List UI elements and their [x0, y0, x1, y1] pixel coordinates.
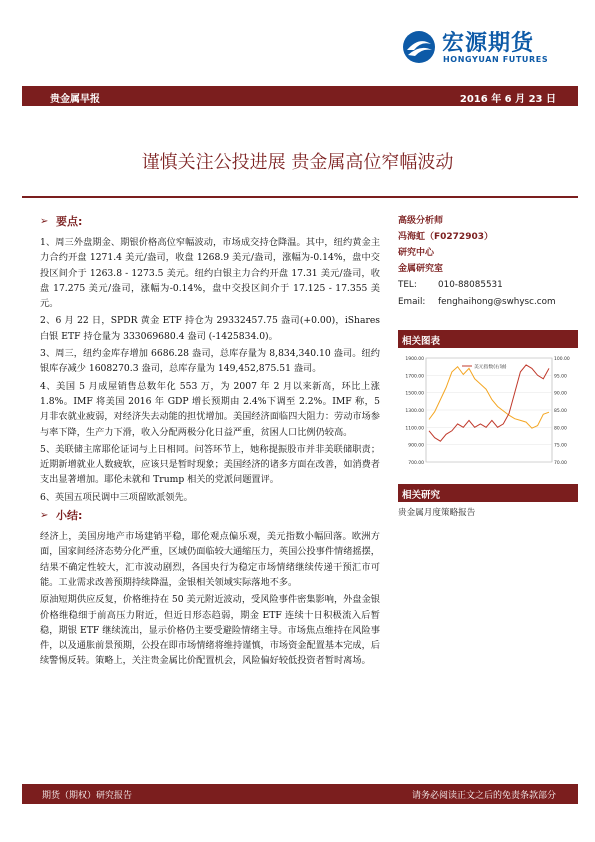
- summary-heading: ➢ 小结:: [40, 509, 83, 523]
- tel-row: TEL: 010-88085531: [398, 277, 578, 294]
- logo-mark-icon: [402, 30, 436, 64]
- email-link[interactable]: fenghaihong@swhysc.com: [438, 297, 556, 307]
- research-heading-bar: 相关研究: [398, 484, 578, 502]
- main-column: [40, 213, 380, 671]
- arrow-bullet-icon: ➢: [40, 215, 49, 227]
- point-3: 3、周三，纽约金库存增加 6686.28 盎司，总库存量为 8,834,340.10 盎司。纽约银库存减少 1608270.3 盎司，总库存量为 149,452,875.51 盎司。: [40, 348, 380, 375]
- chart-yleft-tick: 900.00: [408, 443, 424, 449]
- point-4: 4、美国 5 月成屋销售总数年化 553 万，为 2007 年 2 月以来新高，环比上涨 1.8%。IMF 将美国 2016 年 GDP 增长预期由 2.4%下调至 2.2%。IMF 称，5 月非农就业疲弱，对经济失去动能的担忧增加。美国经济面临四大阻力：劳动市场参与率下降，生产力下滑，收入分配两极分化日益严重，贫困人口比例仍较高。: [40, 380, 380, 438]
- chart-yleft-tick: 1500.00: [405, 391, 424, 397]
- chart-yleft-tick: 700.00: [408, 461, 424, 466]
- footer-bar: [22, 784, 578, 804]
- chart-yleft-tick: 1100.00: [405, 426, 424, 432]
- chart-yright-tick: 100.00: [554, 357, 570, 362]
- chart-yright-tick: 95.00: [554, 374, 567, 380]
- email-row: Email: fenghaihong@swhysc.com: [398, 294, 578, 311]
- footer-left: 期货（期权）研究报告: [42, 791, 133, 801]
- arrow-bullet-icon: ➢: [40, 509, 49, 521]
- research-item[interactable]: 贵金属月度策略报告: [398, 508, 476, 518]
- chart-yleft-tick: 1300.00: [405, 409, 424, 414]
- dept-metals: 金属研究室: [398, 264, 444, 274]
- analyst-name: 冯海虹（F0272903）: [398, 232, 493, 242]
- points-heading: ➢ 要点:: [40, 215, 83, 228]
- logo-english: HONGYUAN FUTURES: [443, 55, 549, 64]
- summary-1: 经济上，美国房地产市场建销平稳，耶伦观点偏乐观，美元指数小幅回落。欧洲方面，国家间经济态势分化严重，区域仍面临较大通缩压力，英国公投事件情绪摇摆，结果不确定性较大，汇市波动剧烈，各国央行为稳定市场情绪继续传递干预汇市可能。工业需求改善预期持续降温，金银相关领域实际落地不多。: [40, 531, 380, 588]
- page-title: 谨慎关注公投进展 贵金属高位窄幅波动: [141, 152, 454, 173]
- sidebar: [398, 213, 578, 311]
- chart-yright-tick: 90.00: [554, 391, 567, 397]
- chart-heading-bar: 相关图表: [398, 330, 578, 348]
- company-logo: [402, 24, 572, 72]
- logo-chinese: 宏源期货: [442, 31, 535, 56]
- point-1: 1、周三外盘期金、期银价格高位窄幅波动，市场成交持仓降温。其中，纽约黄金主力合约开盘 1271.4 美元/盎司，收盘 1268.9 美元/盎司，涨幅为-0.14%，盘中交投区间介于 1263.8 - 1273.5 美元。纽约白银主力合约开盘 17.31 美元/盎司，收盘 17.275 美元/盎司，涨幅为-0.14%，盘中交投区间介于 17.125 - 17.355 美元。: [40, 237, 380, 310]
- dept-research-center: 研究中心: [398, 248, 435, 258]
- analyst-title: 高级分析师: [398, 216, 444, 226]
- point-5: 5、美联储主席耶伦证词与上日相同。问答环节上，她称提振股市并非美联储职责；近期新增就业人数疲软，应该只是暂时现象；美国经济的诸多方面在改善，如消费者支出显著增加。耶伦未就和 Trump 相关的党派问题置评。: [40, 443, 380, 486]
- gold-dollar-chart: [398, 350, 578, 470]
- footer-right: 请务必阅读正文之后的免责条款部分: [411, 791, 556, 801]
- report-type: 贵金属早报: [50, 94, 100, 105]
- tel-value: 010-88085531: [438, 280, 503, 290]
- point-2: 2、6 月 22 日，SPDR 黄金 ETF 持仓为 29332457.75 盎司(+0.00)，iShares 白银 ETF 持仓量为 333069680.4 盎司 (-1425834.0)。: [40, 315, 380, 342]
- chart-yright-tick: 80.00: [554, 426, 567, 432]
- chart-yright-tick: 75.00: [554, 443, 567, 449]
- chart-yright-tick: 85.00: [554, 409, 567, 414]
- report-date: 2016 年 6 月 23 日: [459, 94, 556, 105]
- header-bar: [22, 86, 578, 106]
- summary-2: 原油短期供应反复，价格维持在 50 美元附近波动，受风险事件密集影响，外盘金银价格维稳细于前高压力附近，但近日形态趋弱，期金 ETF 连续十日积极流入后暂稳，期银 ETF 继续流出，显示价格仍主要受避险情绪主导。市场焦点维持在风险事件，以及通胀前景预期，公投在即市场情绪将维持谨慎，市场资金配置基本完成，后续警惕反转。策略上，关注贵金属比价配置机会，风险偏好较低投资者暂时离场。: [40, 594, 380, 667]
- chart-yright-tick: 70.00: [554, 461, 567, 466]
- chart-yleft-tick: 1700.00: [405, 374, 424, 380]
- title-divider: [22, 196, 578, 198]
- chart-legend-label: 美元指数(右轴): [474, 365, 507, 370]
- chart-yleft-tick: 1900.00: [405, 357, 424, 362]
- point-6: 6、英国五项民调中三项留欧派领先。: [40, 491, 193, 503]
